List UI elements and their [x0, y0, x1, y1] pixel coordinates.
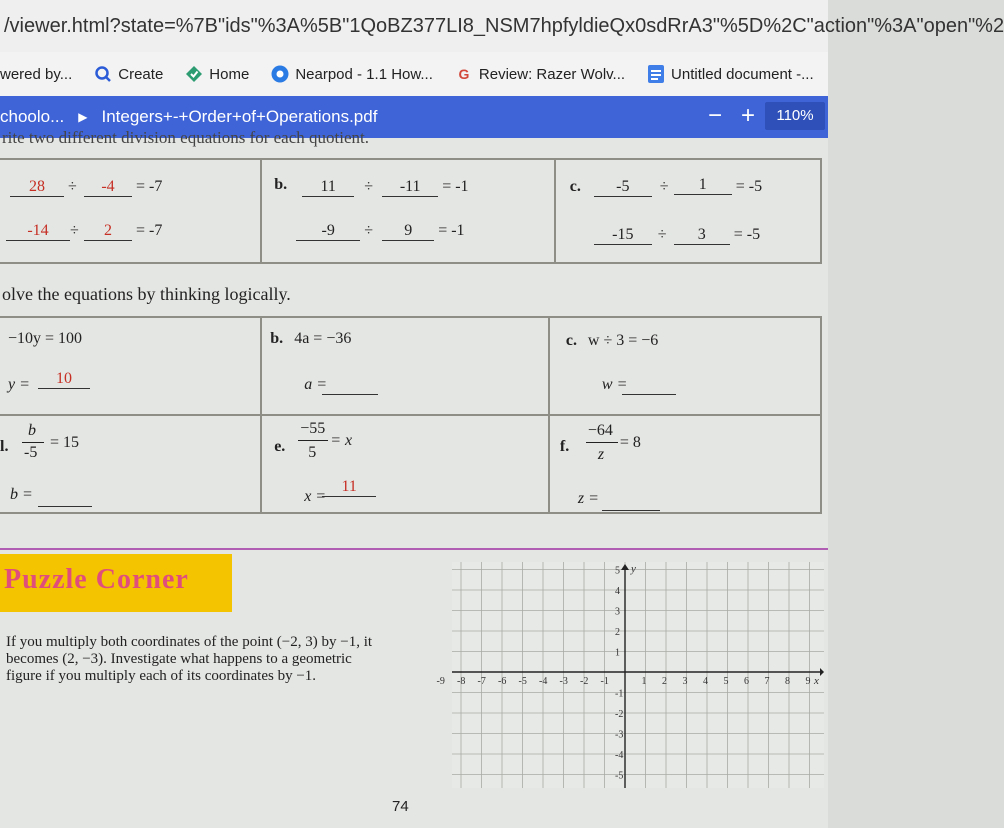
equation: 4a = −36	[294, 330, 352, 347]
divide-sign: ÷	[364, 222, 373, 239]
item-label: b.	[274, 176, 288, 193]
search-icon	[94, 65, 112, 83]
puzzle-corner-title: Puzzle Corner	[4, 564, 189, 595]
answer-label: b =	[10, 486, 33, 503]
table1-cell-b	[261, 159, 555, 263]
url-text: /viewer.html?state=%7B"ids"%3A%5B"1QoBZ377LI8_NSM7hpfyldieQx0sdRrA3"%5D%2C"action"%3A"open"%2	[4, 15, 1004, 37]
x-tick-label: 6	[744, 676, 749, 687]
fraction-bar	[586, 442, 618, 443]
equation-rhs: = 8	[619, 434, 641, 451]
eq-a1-result: = -7	[136, 178, 163, 195]
docs-icon	[647, 65, 665, 83]
home-icon	[185, 65, 203, 83]
nearpod-icon	[271, 65, 289, 83]
divide-sign: ÷	[70, 222, 79, 239]
bookmarks-bar	[0, 52, 828, 97]
table1-cell-c	[555, 159, 821, 263]
bookmark-item[interactable]	[0, 66, 72, 83]
eq-b2-divisor: 9	[382, 222, 434, 241]
eq-b1-dividend: 11	[302, 178, 354, 197]
eq-c2-result: = -5	[733, 226, 761, 243]
y-tick-label: 4	[615, 586, 620, 597]
x-tick-label: 1	[641, 676, 647, 687]
item-label: b.	[270, 330, 284, 347]
item-label: c.	[565, 332, 578, 349]
item-label: f.	[559, 438, 570, 455]
divide-sign: ÷	[657, 226, 667, 243]
bookmark-label: Create	[118, 65, 164, 83]
table2-cell-b	[261, 317, 549, 415]
eq-a1-dividend: 28	[10, 178, 64, 197]
answer-value: 10	[38, 370, 90, 389]
table2-cell-f	[549, 415, 821, 513]
page-number: 74	[392, 798, 409, 815]
answer-blank	[602, 492, 660, 511]
answer-label: y =	[8, 376, 30, 393]
chevron-right-icon: ▶	[78, 110, 88, 124]
eq-c2-dividend: -15	[594, 226, 652, 245]
fraction-bar	[22, 442, 44, 443]
eq-b2-dividend: -9	[296, 222, 360, 241]
item-label: l.	[0, 438, 9, 455]
address-bar[interactable]	[0, 0, 1004, 52]
y-tick-label: -4	[615, 750, 624, 761]
bookmark-label: Review: Razer Wolv...	[478, 65, 626, 83]
bookmark-label: Untitled document -...	[671, 65, 814, 83]
solve-equations-table	[0, 316, 822, 514]
bookmark-item[interactable]	[647, 65, 814, 83]
zoom-in-button[interactable]: +	[740, 102, 755, 129]
y-tick-label: 5	[615, 565, 620, 577]
answer-label: x =	[304, 488, 327, 505]
answer-label: a =	[304, 376, 327, 393]
division-equations-table	[0, 158, 822, 264]
bookmark-label: Home	[209, 65, 250, 83]
x-tick-label: 5	[723, 676, 729, 687]
answer-blank	[322, 376, 378, 395]
divide-sign: ÷	[659, 178, 669, 195]
fraction-bar	[298, 440, 328, 441]
x-tick-label: 7	[764, 676, 770, 687]
zoom-out-button[interactable]: −	[707, 102, 722, 129]
coordinate-grid	[436, 562, 824, 788]
fraction-denominator: -5	[24, 444, 38, 461]
fraction-numerator: −64	[587, 422, 613, 439]
x-tick-label: -8	[457, 676, 466, 687]
breadcrumb-folder[interactable]: choolo...	[0, 107, 65, 126]
x-tick-label: -6	[498, 676, 507, 687]
x-axis-label: x	[814, 675, 819, 687]
item-label: e.	[274, 438, 286, 455]
table2-cell-e	[261, 415, 549, 513]
x-tick-label: -5	[518, 676, 527, 687]
equation-rhs: = 15	[50, 434, 80, 451]
section-heading: olve the equations by thinking logically.	[2, 284, 291, 304]
eq-a2-result: = -7	[136, 222, 163, 239]
bookmark-label: wered by...	[0, 65, 73, 83]
eq-c2-divisor: 3	[674, 226, 730, 245]
puzzle-corner-badge	[0, 554, 232, 612]
fraction-denominator: 5	[308, 444, 317, 461]
google-icon: G	[458, 66, 470, 82]
x-tick-label: -9	[436, 676, 445, 687]
eq-b1-divisor: -11	[382, 178, 438, 197]
zoom-level[interactable]: 110%	[765, 102, 825, 130]
eq-a2-dividend: -14	[6, 222, 70, 241]
eq-b1-result: = -1	[442, 178, 469, 195]
item-label: c.	[569, 178, 581, 195]
fraction-numerator: b	[28, 422, 36, 439]
puzzle-text: If you multiply both coordinates of the point (−2, 3) by −1, it becomes (2, −3). Investigate what happens to a geometric figure if you multiply each of its coordinates by −1.	[6, 634, 373, 684]
answer-value: 11	[322, 478, 376, 497]
y-tick-label: 1	[615, 647, 620, 659]
y-tick-label: -2	[615, 709, 624, 720]
table2-cell-d	[0, 415, 261, 513]
eq-b2-result: = -1	[438, 222, 465, 239]
table1-cell-a	[0, 159, 261, 263]
eq-c1-dividend: -5	[594, 178, 652, 197]
answer-label: w =	[601, 376, 628, 393]
equation: w ÷ 3 = −6	[587, 332, 659, 349]
equation-rhs: = x	[330, 432, 353, 449]
x-tick-label: 2	[662, 676, 667, 687]
answer-blank	[622, 376, 676, 395]
answer-blank	[38, 488, 92, 507]
y-tick-label: 3	[615, 606, 620, 618]
x-tick-label: -1	[600, 676, 609, 687]
y-axis-label: y	[631, 563, 636, 575]
x-tick-label: -4	[539, 676, 548, 687]
x-tick-label: 3	[682, 676, 688, 687]
table2-cell-c	[549, 317, 821, 415]
divide-sign: ÷	[364, 178, 373, 195]
eq-c1-result: = -5	[735, 178, 763, 195]
eq-a2-divisor: 2	[84, 222, 132, 241]
x-tick-label: -7	[477, 676, 486, 687]
bookmark-item[interactable]	[185, 65, 249, 83]
equation: −10y = 100	[8, 330, 83, 347]
x-tick-label: 9	[805, 676, 811, 687]
cut-off-heading: rite two different division equations for each quotient.	[2, 128, 369, 147]
bookmark-label: Nearpod - 1.1 How...	[295, 65, 433, 83]
bookmark-item[interactable]	[94, 65, 163, 83]
eq-c1-divisor: 1	[674, 176, 732, 195]
divide-sign: ÷	[68, 178, 77, 195]
y-tick-label: -1	[615, 688, 624, 700]
answer-label: z =	[577, 490, 599, 507]
x-tick-label: 4	[703, 676, 708, 687]
pdf-file-name: Integers+-+Order+of+Operations.pdf	[101, 107, 378, 126]
bookmark-item[interactable]	[455, 65, 625, 83]
section-divider	[0, 548, 828, 550]
bookmark-item[interactable]	[271, 65, 433, 83]
x-tick-label: -3	[559, 676, 568, 687]
x-tick-label: 8	[785, 676, 790, 687]
pdf-page	[0, 128, 828, 828]
y-tick-label: -3	[615, 729, 624, 741]
x-tick-label: -2	[580, 676, 589, 687]
eq-a1-divisor: -4	[84, 178, 132, 197]
fraction-denominator: z	[597, 446, 605, 463]
y-tick-label: -5	[615, 770, 624, 782]
table2-cell-a	[0, 317, 261, 415]
fraction-numerator: −55	[300, 420, 326, 437]
y-tick-label: 2	[615, 627, 620, 638]
